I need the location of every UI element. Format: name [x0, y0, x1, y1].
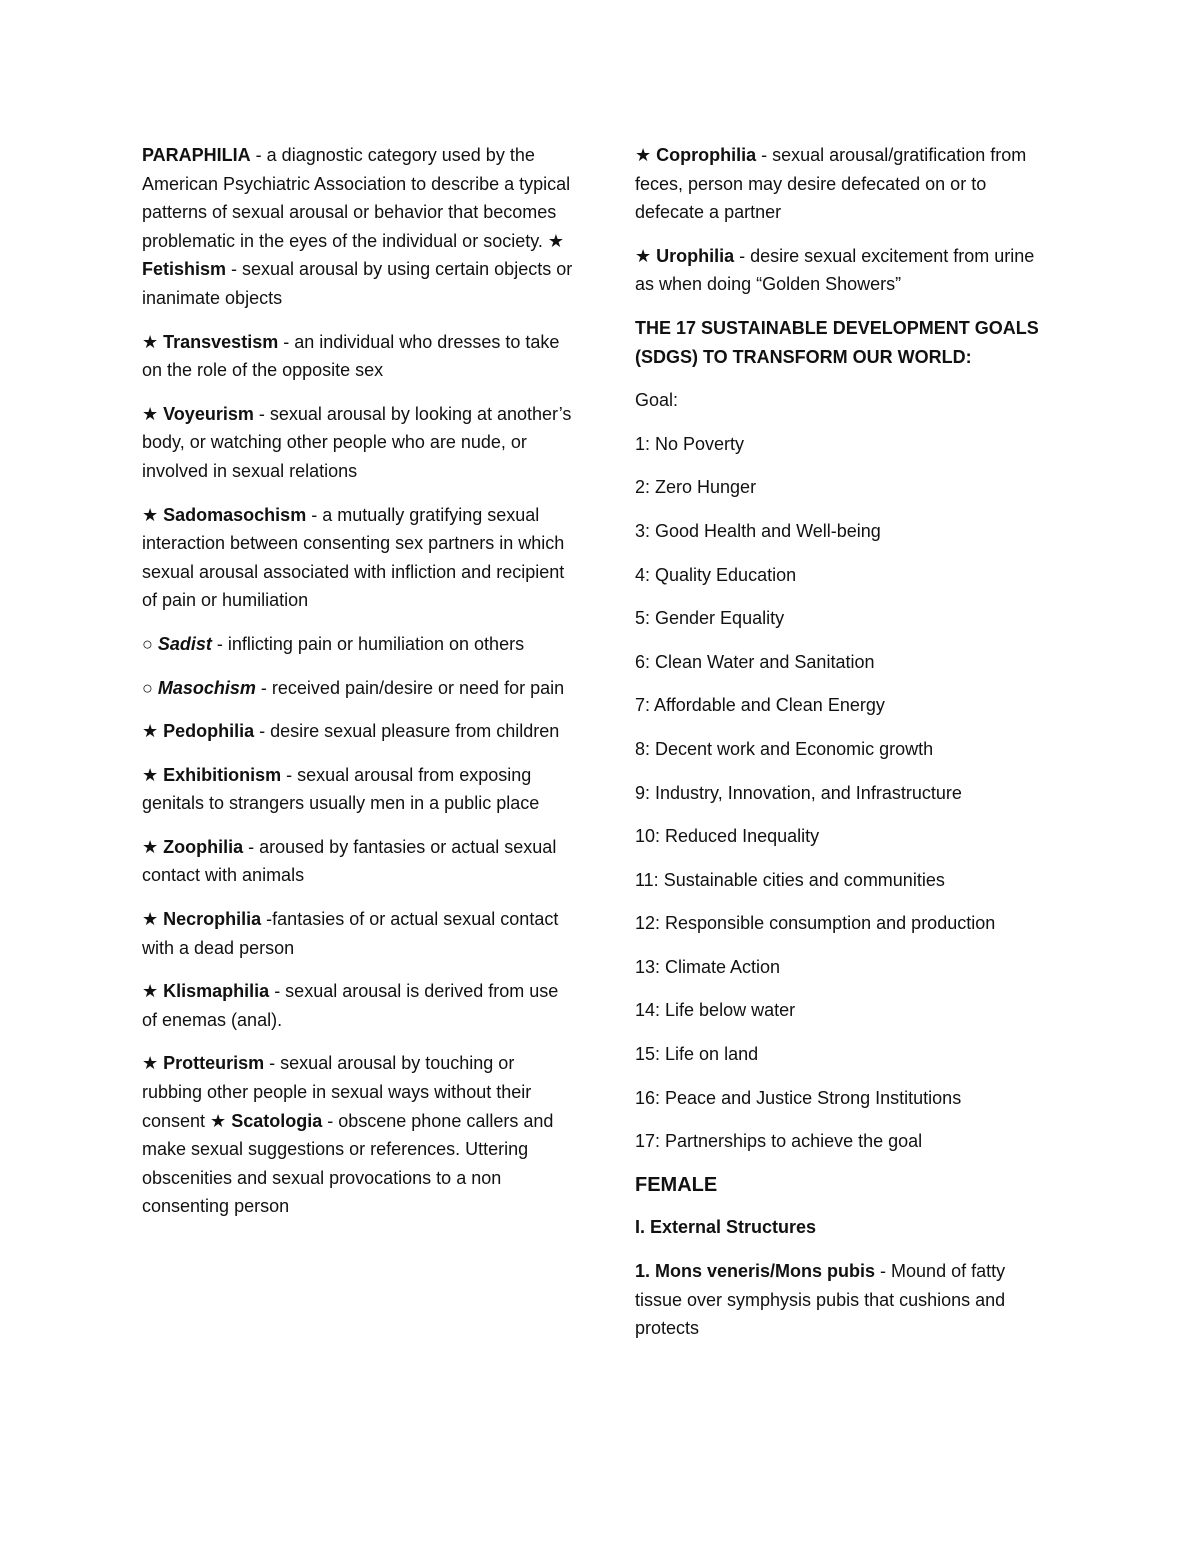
mons-paragraph — [635, 1257, 1055, 1343]
goal-item: 10: Reduced Inequality — [635, 826, 820, 847]
term: Necrophilia — [158, 909, 262, 930]
term: Urophilia — [651, 245, 735, 266]
sadist-paragraph — [142, 630, 574, 659]
external-structures-heading: I. External Structures — [635, 1217, 817, 1238]
masochism-paragraph — [142, 674, 574, 703]
term: Pedophilia — [158, 721, 255, 742]
star-bullet-icon: ★ — [142, 721, 159, 742]
term: Klismaphilia — [158, 981, 270, 1002]
fetishism-term: Fetishism — [142, 259, 227, 280]
goal-item: 4: Quality Education — [635, 564, 797, 585]
scatologia-definition: - obscene phone callers and make sexual suggestions or references. Uttering obscenities and sexual provocations to a non consenting person — [142, 1110, 554, 1217]
zoophilia-paragraph — [142, 833, 574, 890]
right-column — [635, 141, 1055, 1358]
goal-item: 14: Life below water — [635, 1000, 796, 1021]
coprophilia-paragraph — [635, 141, 1055, 227]
definition: - a mutually gratifying sexual interaction between consenting sex partners in which sexual arousal associated with infliction and recipient of pain or humiliation — [142, 504, 565, 611]
definition: - aroused by fantasies or actual sexual contact with animals — [142, 836, 557, 886]
goal-item: 5: Gender Equality — [635, 608, 785, 629]
term: Transvestism — [158, 331, 279, 352]
term: Zoophilia — [158, 836, 244, 857]
pedophilia-paragraph — [142, 717, 574, 746]
goal-item: 1: No Poverty — [635, 433, 745, 454]
paraphilia-definition: - a diagnostic category used by the American Psychiatric Association to describe a typical patterns of sexual arousal or behavior that becomes problematic in the eyes of the individual or society. — [142, 145, 571, 251]
definition: - sexual arousal is derived from use of enemas (anal). — [142, 981, 559, 1030]
scatologia-term: Scatologia — [226, 1110, 323, 1131]
term: Coprophilia — [651, 145, 757, 165]
star-bullet-icon: ★ — [635, 245, 652, 266]
goal-item: 11: Sustainable cities and communities — [635, 869, 945, 890]
urophilia-paragraph — [635, 242, 1055, 299]
voyeurism-paragraph — [142, 400, 574, 486]
definition: - sexual arousal by looking at another’s body, or watching other people who are nude, or involved in sexual relations — [142, 403, 572, 481]
term: Exhibitionism — [158, 764, 282, 785]
sadomasochism-paragraph — [142, 501, 574, 615]
goal-item: 3: Good Health and Well-being — [635, 520, 881, 541]
definition: - inflicting pain or humiliation on others — [211, 633, 525, 654]
star-bullet-icon: ★ — [142, 836, 159, 857]
definition: - sexual arousal/gratification from feces, person may desire defecated on or to defecate a partner — [635, 145, 1027, 223]
mons-term: 1. Mons veneris/Mons pubis — [635, 1261, 876, 1282]
goal-label: Goal: — [635, 390, 679, 411]
goal-item: 15: Life on land — [635, 1044, 759, 1065]
goal-item: 7: Affordable and Clean Energy — [635, 695, 885, 716]
term: Masochism — [152, 677, 256, 698]
paraphilia-term: PARAPHILIA — [142, 145, 251, 165]
goal-item: 13: Climate Action — [635, 956, 781, 977]
term: Voyeurism — [158, 403, 254, 424]
star-bullet-icon: ★ — [142, 764, 159, 785]
goal-item: 6: Clean Water and Sanitation — [635, 651, 875, 672]
term: Protteurism — [158, 1053, 265, 1074]
goal-item: 16: Peace and Justice Strong Institutions — [635, 1087, 962, 1108]
mons-definition: - Mound of fatty tissue over symphysis pubis that cushions and protects — [635, 1261, 1006, 1339]
transvestism-paragraph — [142, 328, 574, 385]
star-bullet-icon: ★ — [210, 1110, 227, 1131]
goal-item: 2: Zero Hunger — [635, 477, 757, 498]
definition: - desire sexual pleasure from children — [254, 721, 560, 742]
definition: - received pain/desire or need for pain — [255, 677, 565, 698]
definition: - sexual arousal from exposing genitals to strangers usually men in a public place — [142, 764, 540, 814]
star-bullet-icon: ★ — [142, 909, 159, 930]
star-bullet-icon: ★ — [142, 1053, 159, 1074]
paraphilia-paragraph — [142, 141, 574, 313]
female-heading: FEMALE — [635, 1173, 718, 1196]
term: Sadist — [152, 633, 212, 654]
circle-bullet-icon: ○ — [142, 633, 153, 654]
definition: - sexual arousal by touching or rubbing other people in sexual ways without their consent — [142, 1053, 532, 1131]
klismaphilia-paragraph — [142, 977, 574, 1034]
fetishism-definition: - sexual arousal by using certain objects or inanimate objects — [142, 259, 573, 308]
star-bullet-icon: ★ — [142, 981, 159, 1002]
star-bullet-icon: ★ — [142, 403, 159, 424]
star-bullet-icon: ★ — [547, 230, 565, 251]
protteurism-paragraph — [142, 1049, 574, 1221]
star-bullet-icon: ★ — [142, 504, 159, 525]
goal-item: 8: Decent work and Economic growth — [635, 738, 934, 759]
star-bullet-icon: ★ — [635, 145, 652, 165]
left-column — [142, 141, 574, 1236]
goal-item: 12: Responsible consumption and production — [635, 913, 996, 934]
definition: - an individual who dresses to take on the role of the opposite sex — [142, 331, 560, 381]
goal-item: 9: Industry, Innovation, and Infrastructure — [635, 782, 962, 803]
sdg-heading: THE 17 SUSTAINABLE DEVELOPMENT GOALS (SDGS) TO TRANSFORM OUR WORLD: — [635, 317, 1039, 367]
circle-bullet-icon: ○ — [142, 677, 153, 698]
term: Sadomasochism — [158, 504, 307, 525]
goal-item: 17: Partnerships to achieve the goal — [635, 1131, 923, 1152]
necrophilia-paragraph — [142, 905, 574, 962]
star-bullet-icon: ★ — [142, 331, 159, 352]
definition: - desire sexual excitement from urine as when doing “Golden Showers” — [635, 245, 1035, 295]
exhibitionism-paragraph — [142, 761, 574, 818]
definition: -fantasies of or actual sexual contact with a dead person — [142, 909, 559, 958]
